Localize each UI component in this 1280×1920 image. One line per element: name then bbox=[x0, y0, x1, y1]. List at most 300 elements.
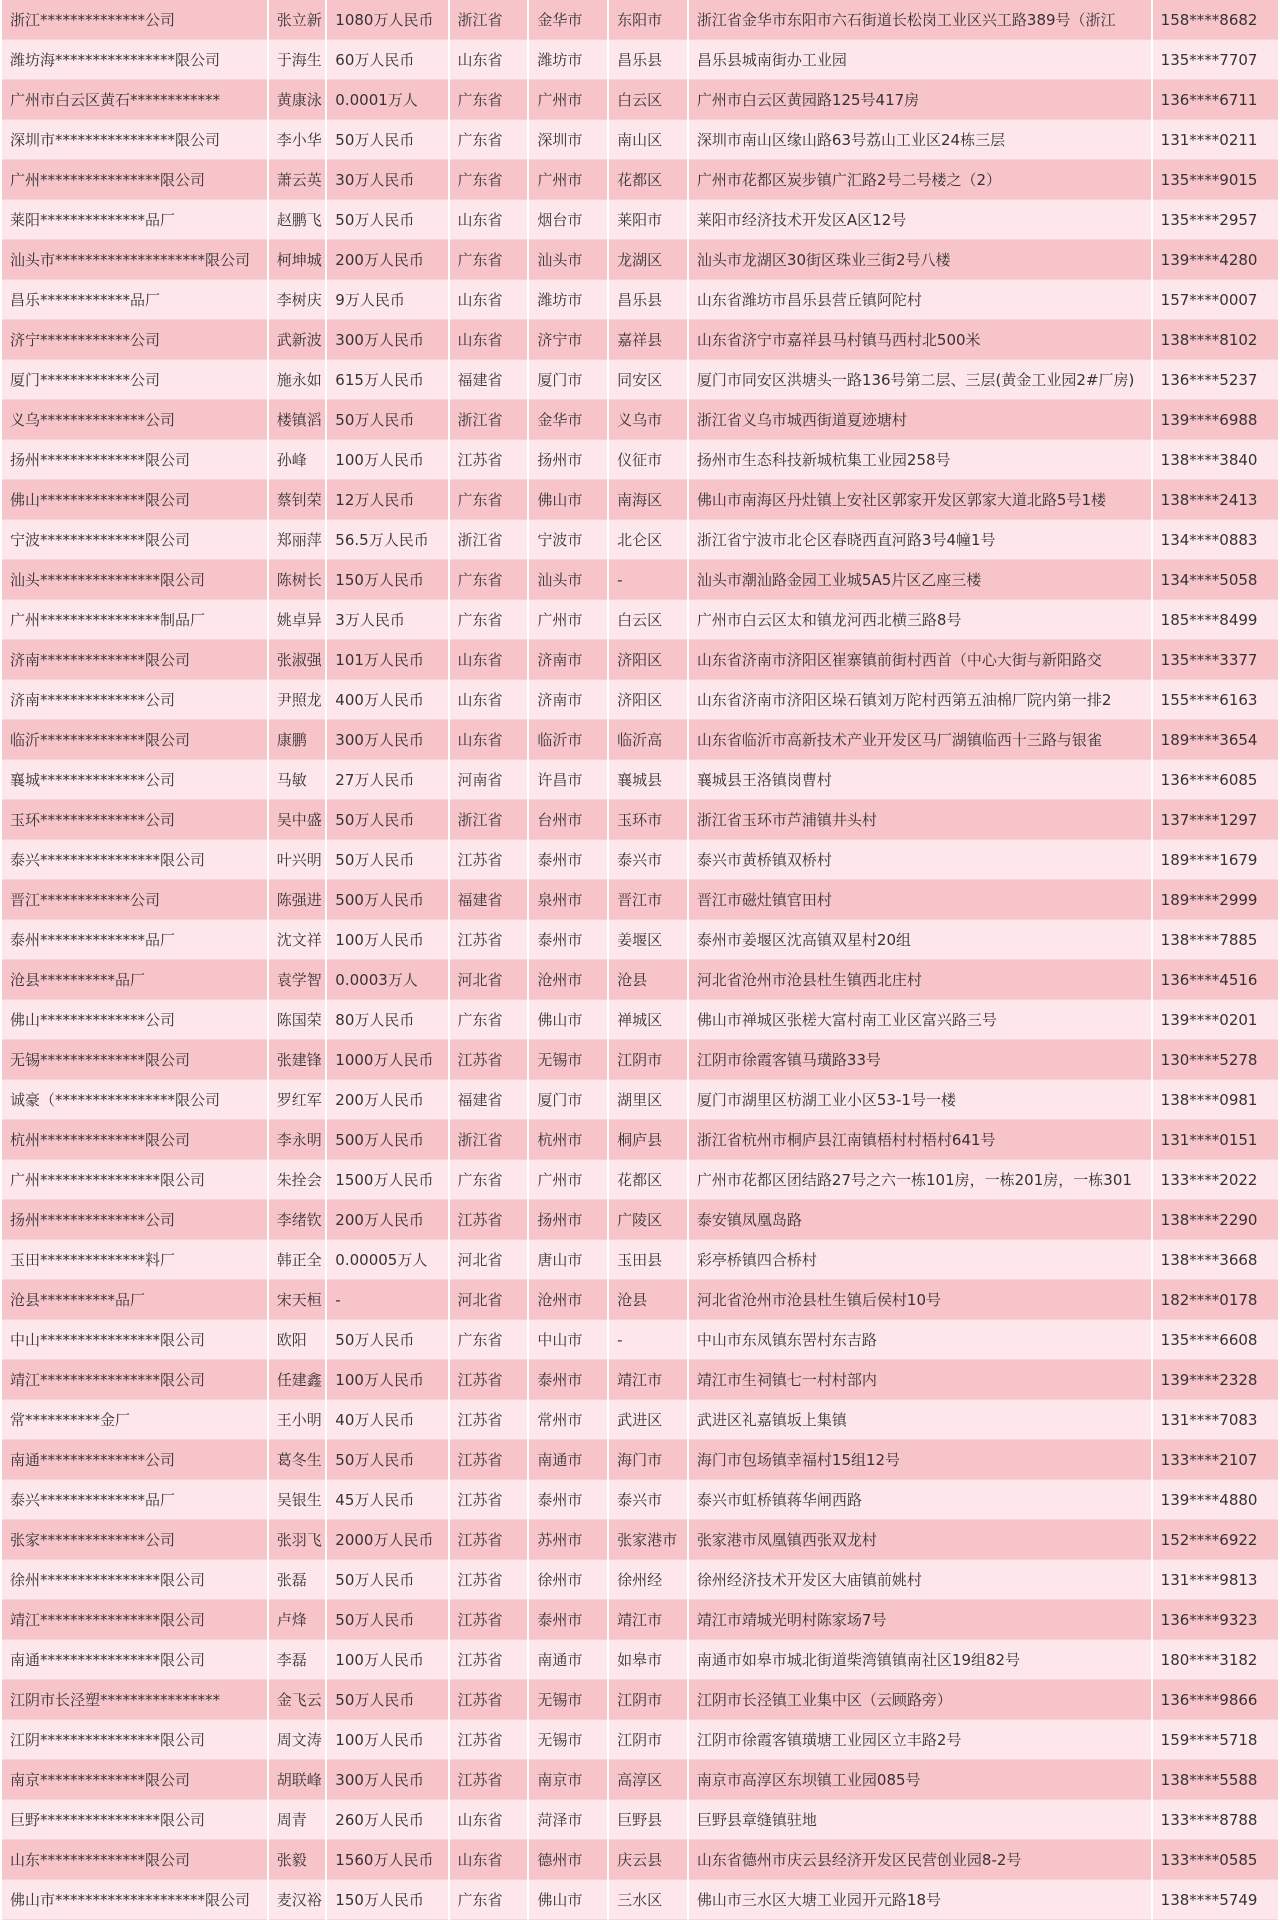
address-cell: 浙江省金华市东阳市六石街道长松岗工业区兴工路389号（浙江 bbox=[689, 0, 1151, 40]
registered-capital-cell: 200万人民币 bbox=[327, 1080, 447, 1120]
table-row bbox=[2, 520, 1278, 560]
phone-cell: 135****7707 bbox=[1153, 40, 1278, 80]
company-name-cell: 靖江****************限公司 bbox=[2, 1360, 267, 1400]
province-cell: 河北省 bbox=[450, 960, 528, 1000]
registered-capital-cell: 100万人民币 bbox=[327, 1640, 447, 1680]
phone-cell: 138****5749 bbox=[1153, 1880, 1278, 1920]
province-cell: 河北省 bbox=[450, 1240, 528, 1280]
province-cell: 广东省 bbox=[450, 240, 528, 280]
phone-cell: 138****8102 bbox=[1153, 320, 1278, 360]
registered-capital-cell: 50万人民币 bbox=[327, 400, 447, 440]
table-row bbox=[2, 1600, 1278, 1640]
address-cell: 广州市白云区黄园路125号417房 bbox=[689, 80, 1151, 120]
registered-capital-cell: 45万人民币 bbox=[327, 1480, 447, 1520]
table-row bbox=[2, 1080, 1278, 1120]
city-cell: 佛山市 bbox=[529, 1880, 607, 1920]
address-cell: 靖江市靖城光明村陈家场7号 bbox=[689, 1600, 1151, 1640]
district-cell: 沧县 bbox=[609, 1280, 687, 1320]
province-cell: 广东省 bbox=[450, 600, 528, 640]
registered-capital-cell: 100万人民币 bbox=[327, 1360, 447, 1400]
registered-capital-cell: 200万人民币 bbox=[327, 240, 447, 280]
phone-cell: 139****6988 bbox=[1153, 400, 1278, 440]
registered-capital-cell: 56.5万人民币 bbox=[327, 520, 447, 560]
registered-capital-cell: 50万人民币 bbox=[327, 1680, 447, 1720]
table-row bbox=[2, 1640, 1278, 1680]
table-row bbox=[2, 360, 1278, 400]
address-cell: 泰兴市黄桥镇双桥村 bbox=[689, 840, 1151, 880]
company-name-cell: 诚豪（****************限公司 bbox=[2, 1080, 267, 1120]
address-cell: 汕头市龙湖区30街区珠业三街2号八楼 bbox=[689, 240, 1151, 280]
phone-cell: 131****9813 bbox=[1153, 1560, 1278, 1600]
city-cell: 德州市 bbox=[529, 1840, 607, 1880]
company-name-cell: 中山****************限公司 bbox=[2, 1320, 267, 1360]
district-cell: 高淳区 bbox=[609, 1760, 687, 1800]
city-cell: 扬州市 bbox=[529, 1200, 607, 1240]
table-row bbox=[2, 120, 1278, 160]
address-cell: 靖江市生祠镇七一村村部内 bbox=[689, 1360, 1151, 1400]
city-cell: 金华市 bbox=[529, 400, 607, 440]
registered-capital-cell: 101万人民币 bbox=[327, 640, 447, 680]
province-cell: 广东省 bbox=[450, 1880, 528, 1920]
address-cell: 泰兴市虹桥镇蒋华闸西路 bbox=[689, 1480, 1151, 1520]
address-cell: 汕头市潮汕路金园工业城5A5片区乙座三楼 bbox=[689, 560, 1151, 600]
province-cell: 浙江省 bbox=[450, 800, 528, 840]
company-name-cell: 泰兴**************品厂 bbox=[2, 1480, 267, 1520]
address-cell: 巨野县章缝镇驻地 bbox=[689, 1800, 1151, 1840]
city-cell: 广州市 bbox=[529, 80, 607, 120]
city-cell: 佛山市 bbox=[529, 480, 607, 520]
table-row bbox=[2, 40, 1278, 80]
table-row bbox=[2, 1280, 1278, 1320]
legal-person-cell: 尹照龙 bbox=[269, 680, 326, 720]
phone-cell: 133****2022 bbox=[1153, 1160, 1278, 1200]
table-row bbox=[2, 1480, 1278, 1520]
company-name-cell: 汕头市********************限公司 bbox=[2, 240, 267, 280]
city-cell: 杭州市 bbox=[529, 1120, 607, 1160]
company-name-cell: 潍坊海****************限公司 bbox=[2, 40, 267, 80]
address-cell: 武进区礼嘉镇坂上集镇 bbox=[689, 1400, 1151, 1440]
province-cell: 山东省 bbox=[450, 40, 528, 80]
address-cell: 浙江省义乌市城西街道夏迹塘村 bbox=[689, 400, 1151, 440]
company-name-cell: 佛山**************公司 bbox=[2, 1000, 267, 1040]
province-cell: 广东省 bbox=[450, 160, 528, 200]
registered-capital-cell: 1500万人民币 bbox=[327, 1160, 447, 1200]
phone-cell: 137****1297 bbox=[1153, 800, 1278, 840]
phone-cell: 135****9015 bbox=[1153, 160, 1278, 200]
registered-capital-cell: 50万人民币 bbox=[327, 1320, 447, 1360]
legal-person-cell: 周青 bbox=[269, 1800, 326, 1840]
district-cell: 江阴市 bbox=[609, 1720, 687, 1760]
district-cell: 昌乐县 bbox=[609, 40, 687, 80]
district-cell: 三水区 bbox=[609, 1880, 687, 1920]
address-cell: 昌乐县城南街办工业园 bbox=[689, 40, 1151, 80]
company-name-cell: 襄城**************公司 bbox=[2, 760, 267, 800]
table-row bbox=[2, 800, 1278, 840]
address-cell: 彩亭桥镇四合桥村 bbox=[689, 1240, 1151, 1280]
table-row bbox=[2, 880, 1278, 920]
legal-person-cell: 黄康泳 bbox=[269, 80, 326, 120]
phone-cell: 189****3654 bbox=[1153, 720, 1278, 760]
phone-cell: 189****1679 bbox=[1153, 840, 1278, 880]
district-cell: 济阳区 bbox=[609, 680, 687, 720]
province-cell: 福建省 bbox=[450, 360, 528, 400]
phone-cell: 136****5237 bbox=[1153, 360, 1278, 400]
company-name-cell: 沧县**********品厂 bbox=[2, 960, 267, 1000]
registered-capital-cell: 50万人民币 bbox=[327, 840, 447, 880]
company-name-cell: 泰州**************品厂 bbox=[2, 920, 267, 960]
province-cell: 广东省 bbox=[450, 1320, 528, 1360]
legal-person-cell: 蔡钊荣 bbox=[269, 480, 326, 520]
company-name-cell: 义乌**************公司 bbox=[2, 400, 267, 440]
address-cell: 徐州经济技术开发区大庙镇前姚村 bbox=[689, 1560, 1151, 1600]
table-row bbox=[2, 440, 1278, 480]
registered-capital-cell: 260万人民币 bbox=[327, 1800, 447, 1840]
city-cell: 无锡市 bbox=[529, 1040, 607, 1080]
city-cell: 金华市 bbox=[529, 0, 607, 40]
phone-cell: 134****0883 bbox=[1153, 520, 1278, 560]
table-row bbox=[2, 1120, 1278, 1160]
company-name-cell: 深圳市****************限公司 bbox=[2, 120, 267, 160]
company-name-cell: 扬州**************限公司 bbox=[2, 440, 267, 480]
company-name-cell: 无锡**************限公司 bbox=[2, 1040, 267, 1080]
phone-cell: 180****3182 bbox=[1153, 1640, 1278, 1680]
city-cell: 南京市 bbox=[529, 1760, 607, 1800]
phone-cell: 138****7885 bbox=[1153, 920, 1278, 960]
address-cell: 山东省济宁市嘉祥县马村镇马西村北500米 bbox=[689, 320, 1151, 360]
table-row bbox=[2, 320, 1278, 360]
address-cell: 浙江省杭州市桐庐县江南镇梧村村梧村641号 bbox=[689, 1120, 1151, 1160]
district-cell: 广陵区 bbox=[609, 1200, 687, 1240]
company-name-cell: 广州****************制品厂 bbox=[2, 600, 267, 640]
address-cell: 广州市花都区炭步镇广汇路2号二号楼之（2） bbox=[689, 160, 1151, 200]
province-cell: 广东省 bbox=[450, 560, 528, 600]
district-cell: 江阴市 bbox=[609, 1680, 687, 1720]
address-cell: 扬州市生态科技新城杭集工业园258号 bbox=[689, 440, 1151, 480]
address-cell: 海门市包场镇幸福村15组12号 bbox=[689, 1440, 1151, 1480]
province-cell: 江苏省 bbox=[450, 1360, 528, 1400]
registered-capital-cell: 50万人民币 bbox=[327, 1560, 447, 1600]
legal-person-cell: 沈文祥 bbox=[269, 920, 326, 960]
registered-capital-cell: 615万人民币 bbox=[327, 360, 447, 400]
phone-cell: 185****8499 bbox=[1153, 600, 1278, 640]
province-cell: 山东省 bbox=[450, 680, 528, 720]
table-row bbox=[2, 1200, 1278, 1240]
table-row bbox=[2, 200, 1278, 240]
province-cell: 河南省 bbox=[450, 760, 528, 800]
legal-person-cell: 陈树长 bbox=[269, 560, 326, 600]
city-cell: 泰州市 bbox=[529, 920, 607, 960]
phone-cell: 135****2957 bbox=[1153, 200, 1278, 240]
registered-capital-cell: 3万人民币 bbox=[327, 600, 447, 640]
table-row bbox=[2, 1720, 1278, 1760]
district-cell: 义乌市 bbox=[609, 400, 687, 440]
province-cell: 山东省 bbox=[450, 1800, 528, 1840]
district-cell: 泰兴市 bbox=[609, 1480, 687, 1520]
table-row bbox=[2, 1760, 1278, 1800]
company-name-cell: 汕头****************限公司 bbox=[2, 560, 267, 600]
district-cell: 靖江市 bbox=[609, 1600, 687, 1640]
legal-person-cell: 葛冬生 bbox=[269, 1440, 326, 1480]
company-name-cell: 济南**************公司 bbox=[2, 680, 267, 720]
registered-capital-cell: 50万人民币 bbox=[327, 200, 447, 240]
company-name-cell: 临沂**************限公司 bbox=[2, 720, 267, 760]
registered-capital-cell: 1080万人民币 bbox=[327, 0, 447, 40]
table-row bbox=[2, 1840, 1278, 1880]
address-cell: 浙江省玉环市芦浦镇井头村 bbox=[689, 800, 1151, 840]
address-cell: 厦门市湖里区枋湖工业小区53-1号一楼 bbox=[689, 1080, 1151, 1120]
city-cell: 厦门市 bbox=[529, 1080, 607, 1120]
registered-capital-cell: 100万人民币 bbox=[327, 1720, 447, 1760]
province-cell: 山东省 bbox=[450, 200, 528, 240]
address-cell: 张家港市凤凰镇西张双龙村 bbox=[689, 1520, 1151, 1560]
district-cell: - bbox=[609, 1320, 687, 1360]
district-cell: 巨野县 bbox=[609, 1800, 687, 1840]
legal-person-cell: 武新波 bbox=[269, 320, 326, 360]
city-cell: 济南市 bbox=[529, 640, 607, 680]
city-cell: 汕头市 bbox=[529, 240, 607, 280]
address-cell: 莱阳市经济技术开发区A区12号 bbox=[689, 200, 1151, 240]
legal-person-cell: 李磊 bbox=[269, 1640, 326, 1680]
table-row bbox=[2, 960, 1278, 1000]
address-cell: 佛山市禅城区张槎大富村南工业区富兴路三号 bbox=[689, 1000, 1151, 1040]
address-cell: 江阴市徐霞客镇马璜路33号 bbox=[689, 1040, 1151, 1080]
district-cell: 东阳市 bbox=[609, 0, 687, 40]
legal-person-cell: 施永如 bbox=[269, 360, 326, 400]
legal-person-cell: 张羽飞 bbox=[269, 1520, 326, 1560]
province-cell: 江苏省 bbox=[450, 1520, 528, 1560]
province-cell: 山东省 bbox=[450, 720, 528, 760]
city-cell: 烟台市 bbox=[529, 200, 607, 240]
phone-cell: 136****4516 bbox=[1153, 960, 1278, 1000]
phone-cell: 131****7083 bbox=[1153, 1400, 1278, 1440]
address-cell: 山东省德州市庆云县经济开发区民营创业园8-2号 bbox=[689, 1840, 1151, 1880]
phone-cell: 131****0151 bbox=[1153, 1120, 1278, 1160]
legal-person-cell: 楼镇滔 bbox=[269, 400, 326, 440]
city-cell: 广州市 bbox=[529, 160, 607, 200]
company-name-cell: 广州****************限公司 bbox=[2, 160, 267, 200]
table-row bbox=[2, 160, 1278, 200]
address-cell: 南通市如皋市城北街道柴湾镇镇南社区19组82号 bbox=[689, 1640, 1151, 1680]
province-cell: 浙江省 bbox=[450, 400, 528, 440]
table-row bbox=[2, 280, 1278, 320]
registered-capital-cell: 300万人民币 bbox=[327, 720, 447, 760]
province-cell: 江苏省 bbox=[450, 1480, 528, 1520]
district-cell: 临沂高 bbox=[609, 720, 687, 760]
address-cell: 江阴市徐霞客镇璜塘工业园区立丰路2号 bbox=[689, 1720, 1151, 1760]
legal-person-cell: 陈强进 bbox=[269, 880, 326, 920]
city-cell: 沧州市 bbox=[529, 1280, 607, 1320]
phone-cell: 139****0201 bbox=[1153, 1000, 1278, 1040]
city-cell: 徐州市 bbox=[529, 1560, 607, 1600]
city-cell: 潍坊市 bbox=[529, 280, 607, 320]
company-name-cell: 巨野****************限公司 bbox=[2, 1800, 267, 1840]
city-cell: 广州市 bbox=[529, 600, 607, 640]
legal-person-cell: 赵鹏飞 bbox=[269, 200, 326, 240]
province-cell: 江苏省 bbox=[450, 920, 528, 960]
city-cell: 无锡市 bbox=[529, 1680, 607, 1720]
legal-person-cell: 陈国荣 bbox=[269, 1000, 326, 1040]
city-cell: 南通市 bbox=[529, 1440, 607, 1480]
table-row bbox=[2, 480, 1278, 520]
district-cell: 沧县 bbox=[609, 960, 687, 1000]
legal-person-cell: 叶兴明 bbox=[269, 840, 326, 880]
district-cell: 嘉祥县 bbox=[609, 320, 687, 360]
registered-capital-cell: 200万人民币 bbox=[327, 1200, 447, 1240]
district-cell: 南山区 bbox=[609, 120, 687, 160]
table-row bbox=[2, 400, 1278, 440]
registered-capital-cell: 80万人民币 bbox=[327, 1000, 447, 1040]
address-cell: 佛山市三水区大塘工业园开元路18号 bbox=[689, 1880, 1151, 1920]
legal-person-cell: 宋天桓 bbox=[269, 1280, 326, 1320]
address-cell: 山东省潍坊市昌乐县营丘镇阿陀村 bbox=[689, 280, 1151, 320]
company-name-cell: 扬州**************公司 bbox=[2, 1200, 267, 1240]
legal-person-cell: 张淑强 bbox=[269, 640, 326, 680]
table-row bbox=[2, 920, 1278, 960]
address-cell: 泰安镇凤凰岛路 bbox=[689, 1200, 1151, 1240]
province-cell: 江苏省 bbox=[450, 1720, 528, 1760]
address-cell: 浙江省宁波市北仑区春晓西直河路3号4幢1号 bbox=[689, 520, 1151, 560]
phone-cell: 136****9866 bbox=[1153, 1680, 1278, 1720]
company-name-cell: 江阴市长泾塑**************** bbox=[2, 1680, 267, 1720]
phone-cell: 131****0211 bbox=[1153, 120, 1278, 160]
province-cell: 广东省 bbox=[450, 1000, 528, 1040]
registered-capital-cell: 300万人民币 bbox=[327, 320, 447, 360]
district-cell: - bbox=[609, 560, 687, 600]
district-cell: 花都区 bbox=[609, 1160, 687, 1200]
legal-person-cell: 张磊 bbox=[269, 1560, 326, 1600]
phone-cell: 138****5588 bbox=[1153, 1760, 1278, 1800]
province-cell: 江苏省 bbox=[450, 1680, 528, 1720]
province-cell: 广东省 bbox=[450, 80, 528, 120]
legal-person-cell: 马敏 bbox=[269, 760, 326, 800]
city-cell: 泰州市 bbox=[529, 1480, 607, 1520]
province-cell: 浙江省 bbox=[450, 520, 528, 560]
city-cell: 泰州市 bbox=[529, 1360, 607, 1400]
city-cell: 唐山市 bbox=[529, 1240, 607, 1280]
table-row bbox=[2, 1680, 1278, 1720]
district-cell: 泰兴市 bbox=[609, 840, 687, 880]
city-cell: 济南市 bbox=[529, 680, 607, 720]
district-cell: 靖江市 bbox=[609, 1360, 687, 1400]
district-cell: 武进区 bbox=[609, 1400, 687, 1440]
phone-cell: 135****3377 bbox=[1153, 640, 1278, 680]
registered-capital-cell: 40万人民币 bbox=[327, 1400, 447, 1440]
city-cell: 沧州市 bbox=[529, 960, 607, 1000]
address-cell: 南京市高淳区东坝镇工业园085号 bbox=[689, 1760, 1151, 1800]
address-cell: 泰州市姜堰区沈高镇双星村20组 bbox=[689, 920, 1151, 960]
registered-capital-cell: - bbox=[327, 1280, 447, 1320]
phone-cell: 157****0007 bbox=[1153, 280, 1278, 320]
legal-person-cell: 吴银生 bbox=[269, 1480, 326, 1520]
phone-cell: 139****4880 bbox=[1153, 1480, 1278, 1520]
company-name-cell: 佛山**************限公司 bbox=[2, 480, 267, 520]
company-name-cell: 广州****************限公司 bbox=[2, 1160, 267, 1200]
table-row bbox=[2, 1240, 1278, 1280]
legal-person-cell: 李树庆 bbox=[269, 280, 326, 320]
city-cell: 佛山市 bbox=[529, 1000, 607, 1040]
address-cell: 山东省济南市济阳区崔寨镇前街村西首（中心大街与新阳路交 bbox=[689, 640, 1151, 680]
province-cell: 广东省 bbox=[450, 1160, 528, 1200]
company-name-cell: 济南**************限公司 bbox=[2, 640, 267, 680]
legal-person-cell: 袁学智 bbox=[269, 960, 326, 1000]
registered-capital-cell: 50万人民币 bbox=[327, 1440, 447, 1480]
company-name-cell: 杭州**************限公司 bbox=[2, 1120, 267, 1160]
company-name-cell: 玉田**************料厂 bbox=[2, 1240, 267, 1280]
district-cell: 桐庐县 bbox=[609, 1120, 687, 1160]
city-cell: 广州市 bbox=[529, 1160, 607, 1200]
legal-person-cell: 吴中盛 bbox=[269, 800, 326, 840]
registered-capital-cell: 400万人民币 bbox=[327, 680, 447, 720]
phone-cell: 138****2290 bbox=[1153, 1200, 1278, 1240]
legal-person-cell: 任建鑫 bbox=[269, 1360, 326, 1400]
district-cell: 白云区 bbox=[609, 600, 687, 640]
legal-person-cell: 朱拴会 bbox=[269, 1160, 326, 1200]
company-name-cell: 济宁************公司 bbox=[2, 320, 267, 360]
address-cell: 深圳市南山区缘山路63号荔山工业区24栋三层 bbox=[689, 120, 1151, 160]
registered-capital-cell: 100万人民币 bbox=[327, 440, 447, 480]
company-name-cell: 厦门************公司 bbox=[2, 360, 267, 400]
phone-cell: 159****5718 bbox=[1153, 1720, 1278, 1760]
legal-person-cell: 张建锋 bbox=[269, 1040, 326, 1080]
province-cell: 浙江省 bbox=[450, 0, 528, 40]
address-cell: 江阴市长泾镇工业集中区（云顾路旁） bbox=[689, 1680, 1151, 1720]
company-name-cell: 张家**************公司 bbox=[2, 1520, 267, 1560]
city-cell: 常州市 bbox=[529, 1400, 607, 1440]
city-cell: 潍坊市 bbox=[529, 40, 607, 80]
district-cell: 仪征市 bbox=[609, 440, 687, 480]
legal-person-cell: 萧云英 bbox=[269, 160, 326, 200]
province-cell: 山东省 bbox=[450, 320, 528, 360]
legal-person-cell: 李永明 bbox=[269, 1120, 326, 1160]
district-cell: 昌乐县 bbox=[609, 280, 687, 320]
registered-capital-cell: 12万人民币 bbox=[327, 480, 447, 520]
company-name-cell: 广州市白云区黄石************ bbox=[2, 80, 267, 120]
registered-capital-cell: 300万人民币 bbox=[327, 1760, 447, 1800]
legal-person-cell: 胡联峰 bbox=[269, 1760, 326, 1800]
city-cell: 无锡市 bbox=[529, 1720, 607, 1760]
district-cell: 庆云县 bbox=[609, 1840, 687, 1880]
province-cell: 江苏省 bbox=[450, 840, 528, 880]
province-cell: 江苏省 bbox=[450, 1040, 528, 1080]
legal-person-cell: 姚卓异 bbox=[269, 600, 326, 640]
legal-person-cell: 麦汉裕 bbox=[269, 1880, 326, 1920]
legal-person-cell: 卢烽 bbox=[269, 1600, 326, 1640]
city-cell: 泉州市 bbox=[529, 880, 607, 920]
legal-person-cell: 金飞云 bbox=[269, 1680, 326, 1720]
table-row bbox=[2, 760, 1278, 800]
phone-cell: 139****4280 bbox=[1153, 240, 1278, 280]
phone-cell: 138****0981 bbox=[1153, 1080, 1278, 1120]
company-name-cell: 玉环**************公司 bbox=[2, 800, 267, 840]
table-row bbox=[2, 560, 1278, 600]
phone-cell: 152****6922 bbox=[1153, 1520, 1278, 1560]
district-cell: 济阳区 bbox=[609, 640, 687, 680]
city-cell: 许昌市 bbox=[529, 760, 607, 800]
province-cell: 江苏省 bbox=[450, 1640, 528, 1680]
district-cell: 张家港市 bbox=[609, 1520, 687, 1560]
legal-person-cell: 孙峰 bbox=[269, 440, 326, 480]
province-cell: 广东省 bbox=[450, 120, 528, 160]
table-body bbox=[2, 0, 1278, 1920]
registered-capital-cell: 500万人民币 bbox=[327, 880, 447, 920]
table-row bbox=[2, 1160, 1278, 1200]
registered-capital-cell: 0.00005万人 bbox=[327, 1240, 447, 1280]
table-row bbox=[2, 1000, 1278, 1040]
address-cell: 山东省济南市济阳区垛石镇刘万陀村西第五油棉厂院内第一排2 bbox=[689, 680, 1151, 720]
company-name-cell: 南京**************限公司 bbox=[2, 1760, 267, 1800]
registered-capital-cell: 1000万人民币 bbox=[327, 1040, 447, 1080]
district-cell: 徐州经 bbox=[609, 1560, 687, 1600]
